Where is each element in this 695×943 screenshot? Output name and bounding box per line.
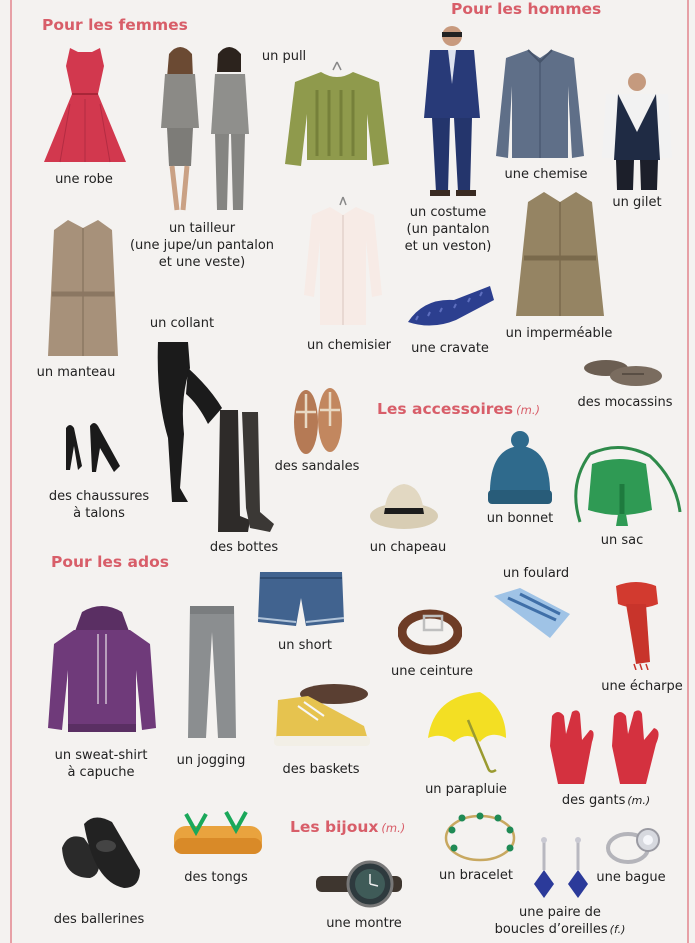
boucles-picture [534,836,590,902]
heading-pour-les-femmes: Pour les femmes [42,16,188,34]
cravate-picture [404,282,496,334]
montre-picture [314,854,404,914]
label-short: un short [277,638,333,653]
label-collant: un collant [149,316,215,331]
label-cravate: une cravate [411,341,489,356]
label-manteau: un manteau [36,365,116,380]
label-sac: un sac [600,533,644,548]
label-echarpe: une écharpe [601,679,683,694]
label-line: à talons [73,506,125,521]
sweat-picture [46,604,158,738]
jogging-picture [184,602,240,744]
mocassins-picture [582,354,664,390]
bonnet-picture [486,430,554,508]
label-chaussures [49,488,149,522]
chaussures-picture [60,420,126,476]
heading-les-bijoux [290,818,405,836]
gilet-picture [600,72,674,192]
gender-suffix: (m.) [381,821,406,835]
label-bracelet: un bracelet [438,868,514,883]
ballerines-picture [54,812,144,894]
gender-suffix: (m.) [516,403,540,417]
costume-picture [418,24,484,200]
label-line: et une veste) [158,255,246,270]
label-gants [562,792,650,809]
label-tailleur [130,220,274,271]
bottes-picture [214,408,278,536]
label-foulard: un foulard [502,566,570,581]
label-sweat [55,747,148,781]
pull-picture [283,60,391,172]
label-mocassins: des mocassins [577,395,673,410]
label-bague: une bague [596,870,666,885]
label-line: un tailleur [168,221,236,236]
label-costume [405,204,492,255]
echarpe-picture [606,578,666,670]
label-impermeable: un imperméable [505,326,613,341]
gants-picture [544,706,668,788]
manteau-picture [46,214,120,362]
label-gilet: un gilet [612,195,662,210]
ceinture-picture [398,606,462,656]
label-line: (une jupe/un pantalon [129,238,275,253]
label-jogging: un jogging [176,753,246,768]
chapeau-picture [368,480,440,532]
heading-text: Les bijoux [290,818,379,836]
foulard-picture [490,586,572,642]
chemise-picture [494,46,586,164]
label-chemise: une chemise [504,167,588,182]
heading-pour-les-ados: Pour les ados [51,553,169,571]
gender-suffix: (f.) [609,923,626,936]
label-line: une paire de [519,905,601,920]
tailleur-picture [155,44,255,216]
label-text: des gants [561,793,626,808]
tongs-picture [172,808,264,860]
heading-les-accessoires [377,400,540,418]
heading-pour-les-hommes: Pour les hommes [451,0,602,18]
label-line: (un pantalon [406,222,490,237]
impermeable-picture [514,188,606,322]
label-line: des chaussures [48,489,150,504]
bracelet-picture [440,808,522,866]
label-parapluie: un parapluie [425,782,507,797]
baskets-picture [268,680,374,752]
heading-text: Les accessoires [377,400,514,418]
label-chapeau: un chapeau [369,540,447,555]
label-text: boucles d’oreilles [494,922,608,937]
page-border-right [687,0,689,943]
bague-picture [604,824,664,866]
label-ceinture: une ceinture [391,664,473,679]
label-line: un sweat-shirt [54,748,148,763]
label-montre: une montre [326,916,402,931]
label-baskets: des baskets [282,762,360,777]
label-chemisier: un chemisier [307,338,391,353]
chemisier-picture [302,195,384,329]
label-bonnet: un bonnet [486,511,554,526]
label-line [495,921,626,938]
label-line: à capuche [67,765,135,780]
label-pull: un pull [261,49,307,64]
sac-picture [560,444,684,532]
label-bottes: des bottes [209,540,279,555]
short-picture [256,568,346,630]
label-tongs: des tongs [184,870,248,885]
parapluie-picture [424,690,510,776]
label-line: et un veston) [404,239,492,254]
label-sandales: des sandales [274,459,360,474]
label-robe: une robe [55,172,113,187]
robe-picture [40,44,130,168]
sandales-picture [290,382,346,458]
label-ballerines: des ballerines [53,912,145,927]
gender-suffix: (m.) [627,794,651,807]
label-line: un costume [409,205,487,220]
label-boucles [495,904,626,938]
page-border-left [10,0,12,943]
